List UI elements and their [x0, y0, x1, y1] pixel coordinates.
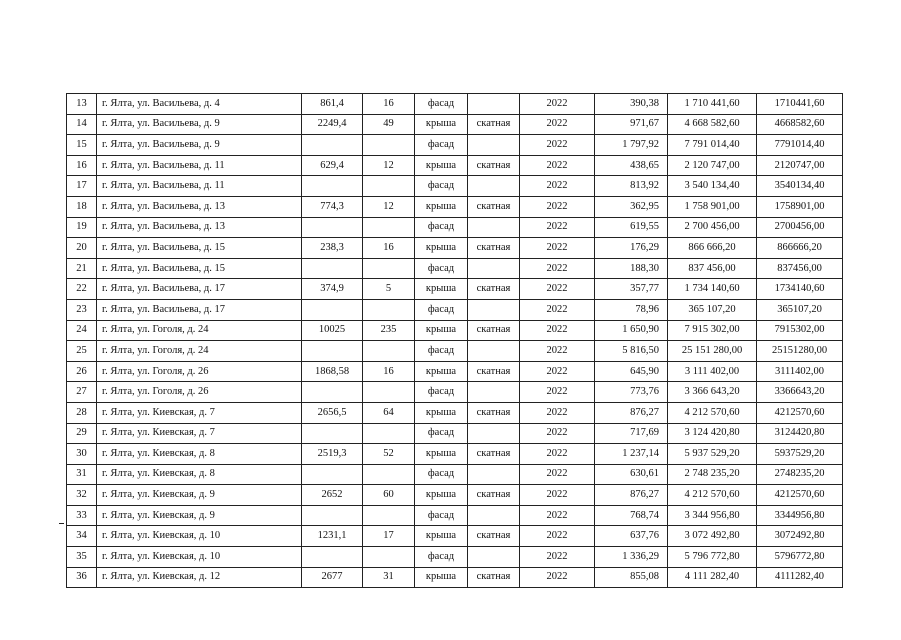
- total-cost-cell: 7 915 302,00: [668, 320, 757, 341]
- scan-artifact-mark: [59, 523, 64, 524]
- area-cell: [302, 547, 363, 568]
- unit-cost-cell: 5 816,50: [595, 341, 668, 362]
- address-cell: г. Ялта, ул. Васильева, д. 9: [97, 135, 302, 156]
- element-cell: фасад: [415, 547, 468, 568]
- roof-type-cell: скатная: [468, 320, 520, 341]
- element-cell: фасад: [415, 217, 468, 238]
- address-cell: г. Ялта, ул. Васильева, д. 11: [97, 155, 302, 176]
- total-cost-plain-cell: 1734140,60: [757, 279, 843, 300]
- address-cell: г. Ялта, ул. Васильева, д. 17: [97, 299, 302, 320]
- total-cost-plain-cell: 2120747,00: [757, 155, 843, 176]
- row-number-cell: 32: [67, 485, 97, 506]
- unit-cost-cell: 855,08: [595, 567, 668, 588]
- table-row: [67, 444, 843, 465]
- address-cell: г. Ялта, ул. Васильева, д. 15: [97, 258, 302, 279]
- table-row: [67, 217, 843, 238]
- element-cell: фасад: [415, 299, 468, 320]
- address-cell: г. Ялта, ул. Киевская, д. 9: [97, 505, 302, 526]
- year-cell: 2022: [520, 567, 595, 588]
- total-cost-plain-cell: 5937529,20: [757, 444, 843, 465]
- element-cell: фасад: [415, 94, 468, 115]
- row-number-cell: 28: [67, 402, 97, 423]
- unit-cost-cell: 438,65: [595, 155, 668, 176]
- year-cell: 2022: [520, 444, 595, 465]
- year-cell: 2022: [520, 423, 595, 444]
- table-row: [67, 464, 843, 485]
- area-cell: [302, 176, 363, 197]
- year-cell: 2022: [520, 526, 595, 547]
- table-row: [67, 135, 843, 156]
- total-cost-plain-cell: 4668582,60: [757, 114, 843, 135]
- total-cost-plain-cell: 7791014,40: [757, 135, 843, 156]
- apartments-cell: [363, 464, 415, 485]
- total-cost-cell: 3 124 420,80: [668, 423, 757, 444]
- element-cell: крыша: [415, 320, 468, 341]
- unit-cost-cell: 630,61: [595, 464, 668, 485]
- year-cell: 2022: [520, 505, 595, 526]
- total-cost-cell: 5 937 529,20: [668, 444, 757, 465]
- year-cell: 2022: [520, 217, 595, 238]
- table-row: [67, 402, 843, 423]
- unit-cost-cell: 637,76: [595, 526, 668, 547]
- apartments-cell: [363, 547, 415, 568]
- table-row: [67, 382, 843, 403]
- element-cell: крыша: [415, 567, 468, 588]
- table-row: [67, 567, 843, 588]
- roof-type-cell: [468, 505, 520, 526]
- area-cell: [302, 382, 363, 403]
- element-cell: фасад: [415, 464, 468, 485]
- unit-cost-cell: 357,77: [595, 279, 668, 300]
- total-cost-plain-cell: 5796772,80: [757, 547, 843, 568]
- element-cell: крыша: [415, 114, 468, 135]
- total-cost-cell: 25 151 280,00: [668, 341, 757, 362]
- total-cost-cell: 1 710 441,60: [668, 94, 757, 115]
- total-cost-plain-cell: 3344956,80: [757, 505, 843, 526]
- unit-cost-cell: 619,55: [595, 217, 668, 238]
- total-cost-cell: 4 111 282,40: [668, 567, 757, 588]
- unit-cost-cell: 876,27: [595, 402, 668, 423]
- unit-cost-cell: 768,74: [595, 505, 668, 526]
- address-cell: г. Ялта, ул. Киевская, д. 8: [97, 444, 302, 465]
- year-cell: 2022: [520, 176, 595, 197]
- unit-cost-cell: 362,95: [595, 196, 668, 217]
- total-cost-plain-cell: 3072492,80: [757, 526, 843, 547]
- total-cost-cell: 4 212 570,60: [668, 402, 757, 423]
- area-cell: 10025: [302, 320, 363, 341]
- area-cell: 861,4: [302, 94, 363, 115]
- year-cell: 2022: [520, 279, 595, 300]
- total-cost-cell: 4 668 582,60: [668, 114, 757, 135]
- total-cost-cell: 3 111 402,00: [668, 361, 757, 382]
- row-number-cell: 34: [67, 526, 97, 547]
- address-cell: г. Ялта, ул. Киевская, д. 7: [97, 402, 302, 423]
- total-cost-cell: 837 456,00: [668, 258, 757, 279]
- total-cost-cell: 3 540 134,40: [668, 176, 757, 197]
- element-cell: крыша: [415, 485, 468, 506]
- row-number-cell: 33: [67, 505, 97, 526]
- area-cell: [302, 423, 363, 444]
- roof-type-cell: [468, 299, 520, 320]
- table-row: [67, 485, 843, 506]
- year-cell: 2022: [520, 361, 595, 382]
- area-cell: 2652: [302, 485, 363, 506]
- area-cell: 2656,5: [302, 402, 363, 423]
- apartments-cell: 12: [363, 196, 415, 217]
- apartments-cell: [363, 382, 415, 403]
- area-cell: 2677: [302, 567, 363, 588]
- unit-cost-cell: 390,38: [595, 94, 668, 115]
- row-number-cell: 16: [67, 155, 97, 176]
- roof-type-cell: скатная: [468, 444, 520, 465]
- total-cost-cell: 3 366 643,20: [668, 382, 757, 403]
- area-cell: [302, 341, 363, 362]
- roof-type-cell: скатная: [468, 361, 520, 382]
- address-cell: г. Ялта, ул. Васильева, д. 11: [97, 176, 302, 197]
- unit-cost-cell: 1 650,90: [595, 320, 668, 341]
- table-row: [67, 258, 843, 279]
- year-cell: 2022: [520, 299, 595, 320]
- total-cost-plain-cell: 2700456,00: [757, 217, 843, 238]
- element-cell: крыша: [415, 444, 468, 465]
- table-body: [67, 94, 843, 588]
- area-cell: 2519,3: [302, 444, 363, 465]
- unit-cost-cell: 876,27: [595, 485, 668, 506]
- area-cell: [302, 505, 363, 526]
- total-cost-plain-cell: 25151280,00: [757, 341, 843, 362]
- total-cost-cell: 2 700 456,00: [668, 217, 757, 238]
- area-cell: [302, 464, 363, 485]
- table-row: [67, 94, 843, 115]
- unit-cost-cell: 773,76: [595, 382, 668, 403]
- table-row: [67, 341, 843, 362]
- address-cell: г. Ялта, ул. Киевская, д. 10: [97, 547, 302, 568]
- total-cost-cell: 1 758 901,00: [668, 196, 757, 217]
- roof-type-cell: скатная: [468, 196, 520, 217]
- row-number-cell: 17: [67, 176, 97, 197]
- total-cost-plain-cell: 4111282,40: [757, 567, 843, 588]
- area-cell: 238,3: [302, 238, 363, 259]
- apartments-cell: [363, 341, 415, 362]
- total-cost-plain-cell: 3124420,80: [757, 423, 843, 444]
- apartments-cell: 49: [363, 114, 415, 135]
- roof-type-cell: [468, 135, 520, 156]
- area-cell: [302, 217, 363, 238]
- apartments-cell: [363, 135, 415, 156]
- total-cost-cell: 3 072 492,80: [668, 526, 757, 547]
- year-cell: 2022: [520, 135, 595, 156]
- unit-cost-cell: 188,30: [595, 258, 668, 279]
- year-cell: 2022: [520, 94, 595, 115]
- year-cell: 2022: [520, 155, 595, 176]
- row-number-cell: 15: [67, 135, 97, 156]
- total-cost-plain-cell: 866666,20: [757, 238, 843, 259]
- apartments-cell: 16: [363, 361, 415, 382]
- year-cell: 2022: [520, 382, 595, 403]
- total-cost-cell: 2 120 747,00: [668, 155, 757, 176]
- address-cell: г. Ялта, ул. Васильева, д. 13: [97, 217, 302, 238]
- unit-cost-cell: 1 797,92: [595, 135, 668, 156]
- total-cost-plain-cell: 837456,00: [757, 258, 843, 279]
- roof-type-cell: скатная: [468, 238, 520, 259]
- total-cost-cell: 866 666,20: [668, 238, 757, 259]
- unit-cost-cell: 176,29: [595, 238, 668, 259]
- row-number-cell: 30: [67, 444, 97, 465]
- element-cell: крыша: [415, 361, 468, 382]
- row-number-cell: 27: [67, 382, 97, 403]
- year-cell: 2022: [520, 258, 595, 279]
- total-cost-plain-cell: 4212570,60: [757, 485, 843, 506]
- element-cell: фасад: [415, 341, 468, 362]
- apartments-cell: [363, 299, 415, 320]
- total-cost-cell: 5 796 772,80: [668, 547, 757, 568]
- element-cell: крыша: [415, 155, 468, 176]
- row-number-cell: 13: [67, 94, 97, 115]
- unit-cost-cell: 78,96: [595, 299, 668, 320]
- row-number-cell: 26: [67, 361, 97, 382]
- roof-type-cell: [468, 423, 520, 444]
- total-cost-plain-cell: 3540134,40: [757, 176, 843, 197]
- roof-type-cell: скатная: [468, 485, 520, 506]
- apartments-cell: [363, 217, 415, 238]
- table-row: [67, 155, 843, 176]
- area-cell: 374,9: [302, 279, 363, 300]
- table-row: [67, 547, 843, 568]
- row-number-cell: 36: [67, 567, 97, 588]
- table-row: [67, 320, 843, 341]
- total-cost-plain-cell: 1710441,60: [757, 94, 843, 115]
- roof-type-cell: [468, 382, 520, 403]
- total-cost-plain-cell: 4212570,60: [757, 402, 843, 423]
- total-cost-plain-cell: 7915302,00: [757, 320, 843, 341]
- roof-type-cell: скатная: [468, 526, 520, 547]
- apartments-cell: 31: [363, 567, 415, 588]
- apartments-cell: 60: [363, 485, 415, 506]
- roof-type-cell: [468, 176, 520, 197]
- element-cell: фасад: [415, 176, 468, 197]
- row-number-cell: 21: [67, 258, 97, 279]
- area-cell: [302, 299, 363, 320]
- address-cell: г. Ялта, ул. Васильева, д. 17: [97, 279, 302, 300]
- address-cell: г. Ялта, ул. Васильева, д. 13: [97, 196, 302, 217]
- apartments-cell: [363, 505, 415, 526]
- address-cell: г. Ялта, ул. Васильева, д. 9: [97, 114, 302, 135]
- apartments-cell: 5: [363, 279, 415, 300]
- total-cost-plain-cell: 3111402,00: [757, 361, 843, 382]
- element-cell: крыша: [415, 279, 468, 300]
- element-cell: фасад: [415, 135, 468, 156]
- table-row: [67, 176, 843, 197]
- roof-type-cell: [468, 464, 520, 485]
- year-cell: 2022: [520, 196, 595, 217]
- apartments-cell: [363, 176, 415, 197]
- row-number-cell: 22: [67, 279, 97, 300]
- table-row: [67, 526, 843, 547]
- roof-type-cell: [468, 341, 520, 362]
- apartments-cell: 16: [363, 94, 415, 115]
- address-cell: г. Ялта, ул. Гоголя, д. 24: [97, 341, 302, 362]
- total-cost-plain-cell: 2748235,20: [757, 464, 843, 485]
- total-cost-plain-cell: 1758901,00: [757, 196, 843, 217]
- area-cell: 629,4: [302, 155, 363, 176]
- row-number-cell: 24: [67, 320, 97, 341]
- total-cost-plain-cell: 3366643,20: [757, 382, 843, 403]
- element-cell: фасад: [415, 505, 468, 526]
- address-cell: г. Ялта, ул. Васильева, д. 4: [97, 94, 302, 115]
- area-cell: [302, 135, 363, 156]
- row-number-cell: 19: [67, 217, 97, 238]
- address-cell: г. Ялта, ул. Киевская, д. 7: [97, 423, 302, 444]
- total-cost-cell: 365 107,20: [668, 299, 757, 320]
- year-cell: 2022: [520, 547, 595, 568]
- row-number-cell: 14: [67, 114, 97, 135]
- roof-type-cell: [468, 217, 520, 238]
- row-number-cell: 29: [67, 423, 97, 444]
- table-row: [67, 114, 843, 135]
- address-cell: г. Ялта, ул. Гоголя, д. 24: [97, 320, 302, 341]
- unit-cost-cell: 717,69: [595, 423, 668, 444]
- apartments-cell: 16: [363, 238, 415, 259]
- row-number-cell: 35: [67, 547, 97, 568]
- apartments-cell: [363, 423, 415, 444]
- table-row: [67, 361, 843, 382]
- unit-cost-cell: 971,67: [595, 114, 668, 135]
- unit-cost-cell: 645,90: [595, 361, 668, 382]
- apartments-cell: 12: [363, 155, 415, 176]
- table-row: [67, 423, 843, 444]
- area-cell: 2249,4: [302, 114, 363, 135]
- total-cost-plain-cell: 365107,20: [757, 299, 843, 320]
- table-row: [67, 505, 843, 526]
- roof-type-cell: [468, 94, 520, 115]
- area-cell: 1231,1: [302, 526, 363, 547]
- year-cell: 2022: [520, 402, 595, 423]
- roof-type-cell: [468, 258, 520, 279]
- unit-cost-cell: 1 336,29: [595, 547, 668, 568]
- apartments-cell: 52: [363, 444, 415, 465]
- year-cell: 2022: [520, 320, 595, 341]
- address-cell: г. Ялта, ул. Васильева, д. 15: [97, 238, 302, 259]
- apartments-cell: 64: [363, 402, 415, 423]
- total-cost-cell: 1 734 140,60: [668, 279, 757, 300]
- year-cell: 2022: [520, 238, 595, 259]
- repair-schedule-table: [66, 93, 843, 588]
- element-cell: фасад: [415, 423, 468, 444]
- year-cell: 2022: [520, 464, 595, 485]
- total-cost-cell: 3 344 956,80: [668, 505, 757, 526]
- unit-cost-cell: 813,92: [595, 176, 668, 197]
- table-row: [67, 196, 843, 217]
- address-cell: г. Ялта, ул. Киевская, д. 8: [97, 464, 302, 485]
- table-row: [67, 279, 843, 300]
- year-cell: 2022: [520, 341, 595, 362]
- total-cost-cell: 4 212 570,60: [668, 485, 757, 506]
- address-cell: г. Ялта, ул. Киевская, д. 10: [97, 526, 302, 547]
- roof-type-cell: скатная: [468, 114, 520, 135]
- roof-type-cell: скатная: [468, 402, 520, 423]
- row-number-cell: 18: [67, 196, 97, 217]
- row-number-cell: 20: [67, 238, 97, 259]
- address-cell: г. Ялта, ул. Киевская, д. 12: [97, 567, 302, 588]
- roof-type-cell: скатная: [468, 567, 520, 588]
- apartments-cell: [363, 258, 415, 279]
- element-cell: фасад: [415, 382, 468, 403]
- area-cell: 1868,58: [302, 361, 363, 382]
- area-cell: [302, 258, 363, 279]
- element-cell: крыша: [415, 196, 468, 217]
- unit-cost-cell: 1 237,14: [595, 444, 668, 465]
- element-cell: крыша: [415, 238, 468, 259]
- year-cell: 2022: [520, 485, 595, 506]
- element-cell: крыша: [415, 402, 468, 423]
- year-cell: 2022: [520, 114, 595, 135]
- roof-type-cell: скатная: [468, 279, 520, 300]
- address-cell: г. Ялта, ул. Гоголя, д. 26: [97, 382, 302, 403]
- total-cost-cell: 7 791 014,40: [668, 135, 757, 156]
- element-cell: фасад: [415, 258, 468, 279]
- row-number-cell: 23: [67, 299, 97, 320]
- area-cell: 774,3: [302, 196, 363, 217]
- address-cell: г. Ялта, ул. Киевская, д. 9: [97, 485, 302, 506]
- apartments-cell: 17: [363, 526, 415, 547]
- table-row: [67, 299, 843, 320]
- element-cell: крыша: [415, 526, 468, 547]
- total-cost-cell: 2 748 235,20: [668, 464, 757, 485]
- roof-type-cell: [468, 547, 520, 568]
- address-cell: г. Ялта, ул. Гоголя, д. 26: [97, 361, 302, 382]
- table-row: [67, 238, 843, 259]
- row-number-cell: 25: [67, 341, 97, 362]
- apartments-cell: 235: [363, 320, 415, 341]
- roof-type-cell: скатная: [468, 155, 520, 176]
- row-number-cell: 31: [67, 464, 97, 485]
